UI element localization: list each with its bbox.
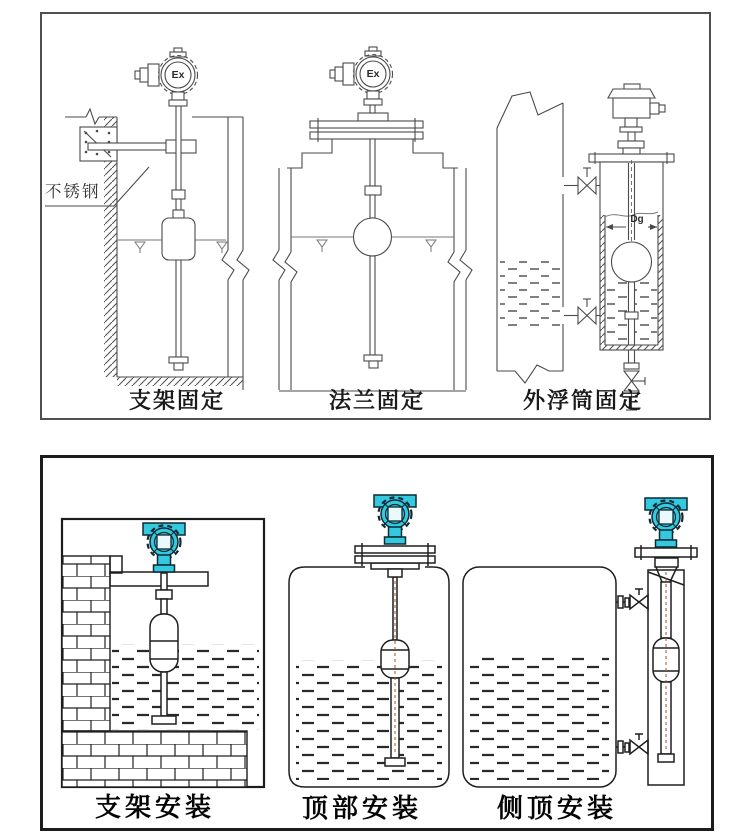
caption-top-installation: 顶部安装 [301, 793, 423, 823]
transmitter-head-icon [374, 495, 416, 544]
chamber-flange [635, 548, 697, 557]
brick-floor [62, 731, 247, 787]
ball-float-icon [612, 242, 652, 282]
stainless-steel-label: 不锈钢 [45, 183, 101, 201]
liquid-dashes [296, 660, 442, 780]
figure-bracket-installation [62, 519, 264, 787]
caption-flange-fixed: 法兰固定 [328, 388, 426, 413]
sensor-stem [370, 139, 375, 186]
figure-top-installation [289, 495, 449, 787]
ex-transmitter-head-icon [135, 48, 198, 106]
caption-bracket-fixed: 支架固定 [128, 388, 226, 413]
figure-flange-fixed [273, 47, 472, 391]
caption-side-top-installation: 侧顶安装 [496, 793, 618, 823]
valve-icon [616, 589, 648, 609]
dg-dimension-label: Dg [630, 214, 644, 225]
ex-transmitter-head-icon [330, 47, 393, 105]
ex-marking-label: Ex [171, 68, 185, 81]
installation-methods-drawing [43, 458, 711, 828]
figure-bracket-fixed [45, 48, 249, 390]
caption-bracket-installation: 支架安装 [94, 792, 216, 822]
installation-methods-panel [40, 455, 714, 831]
figure-external-chamber-fixed [497, 84, 674, 413]
valve-icon [564, 299, 600, 324]
bracket-post [110, 556, 122, 573]
transmitter-head-icon [143, 523, 185, 572]
flange-plate [310, 121, 423, 128]
float-icon [162, 218, 195, 260]
valve-icon [564, 168, 600, 194]
liquid-dashes [470, 655, 609, 780]
valve-icon [616, 734, 648, 754]
bracket-plate [110, 572, 208, 586]
ex-marking-label: Ex [366, 67, 380, 80]
float-icon [150, 614, 178, 672]
liquid-dashes [112, 644, 259, 730]
terminal-head-icon [608, 84, 665, 154]
figure-side-top-installation [463, 498, 697, 787]
caption-external-chamber-fixed: 外浮筒固定 [522, 388, 644, 413]
flange-plate [355, 546, 435, 553]
brick-wall [62, 556, 110, 731]
transmitter-head-icon [645, 498, 687, 547]
ball-float-icon [354, 218, 392, 256]
liquid-dashes [500, 258, 560, 330]
